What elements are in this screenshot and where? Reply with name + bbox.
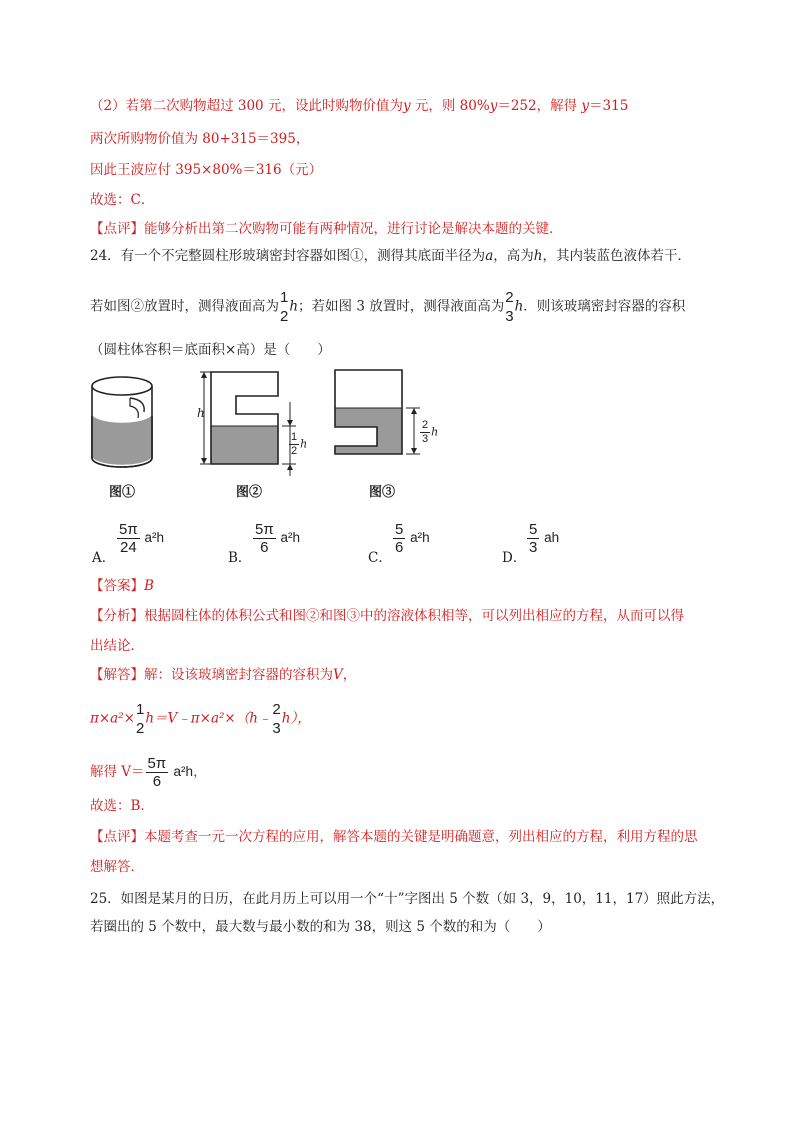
q24-line-3: （圆柱体容积＝底面积×高）是（ ）: [90, 342, 331, 358]
q24-solution-1: 【解答】解：设该玻璃密封容器的容积为V，: [90, 667, 357, 683]
comment-tag: 【点评】: [90, 221, 144, 237]
q24-comment-2: 想解答．: [90, 859, 144, 875]
figure-1-caption: 图①: [109, 485, 136, 500]
q24-analysis-2: 出结论．: [90, 638, 144, 654]
fraction-two-thirds: 2 3: [505, 289, 514, 325]
q24-answer: 【答案】B: [90, 578, 154, 594]
q24-choose: 故选：B．: [90, 798, 154, 814]
figure-2-half-label: $\frac{1}{2}$ h: [291, 431, 308, 457]
prev-comment: 【点评】能够分析出第二次购物可能有两种情况，进行讨论是解决本题的关键．: [90, 221, 563, 237]
figure-1-cylinder: [86, 366, 160, 472]
q24-analysis-1: 【分析】根据圆柱体的体积公式和图②和图③中的溶液体积相等，可以列出相应的方程，从而可以得: [90, 608, 684, 624]
q24-result: 解得 V＝ $\frac{5\pi}{6}$ a²h，: [90, 755, 207, 790]
prev-line-1: （2）若第二次购物超过 300 元，设此时购物价值为y 元，则 80%y＝252，解得 y＝315: [90, 98, 629, 114]
q25-line-2: 若圈出的 5 个数中，最大数与最小数的和为 38，则这 5 个数的和为（ ）: [90, 919, 551, 935]
figure-3-twothirds-label: $\frac{2}{3}$ h: [422, 419, 439, 445]
fraction-one-half: 1 2: [280, 289, 289, 325]
prev-line-4: 故选：C．: [90, 192, 155, 208]
figure-2-caption: 图②: [236, 485, 263, 500]
figure-3-caption: 图③: [369, 485, 396, 500]
q25-line-1: 25．如图是某月的日历，在此月历上可以用一个“十”字图出 5 个数（如 3，9，10，11，17）照此方法，: [90, 891, 725, 907]
prev-line-3: 因此王波应付 395×80%＝316（元）: [90, 162, 323, 178]
q24-comment-1: 【点评】本题考查一元一次方程的应用，解答本题的关键是明确题意，列出相应的方程，利用方程的思: [90, 829, 698, 845]
figure-2-h-label: h: [197, 406, 205, 420]
q24-equation: π×a²× 1 2 h＝V﹣π×a²×（h﹣ 2 3 h），: [90, 701, 311, 737]
q24-line-2: 若如图②放置时，测得液面高为 1 2 h；若如图 3 放置时，测得液面高为 2 3 h．则该玻璃密封容器的容积: [90, 289, 686, 325]
q24-stem: 24．有一个不完整圆柱形玻璃密封容器如图①，测得其底面半径为a，高为h，其内装蓝色液体若干．: [90, 248, 691, 264]
figure-2-container: [190, 368, 310, 480]
prev-line-2: 两次所购物价值为 80+315＝395，: [90, 131, 310, 147]
